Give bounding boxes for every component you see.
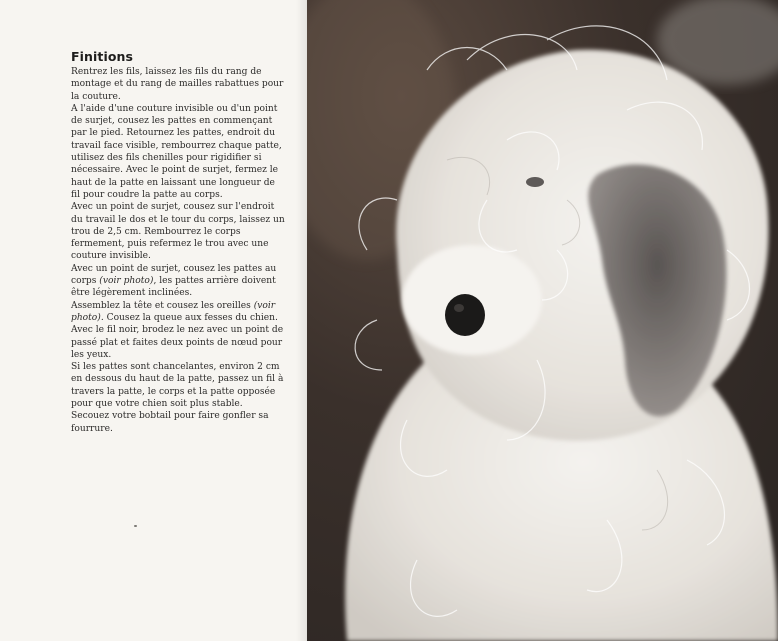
paragraph-text: Avec un point de surjet, cousez sur l'endroit du travail le dos et le tour du corps, laissez un trou de 2,5 cm. Rembourrez le corps fermement, puis refermez le trou avec une couture invisible. [71, 202, 285, 262]
instruction-paragraph [71, 201, 286, 262]
paragraph-text: , les pattes arrière doivent être légèrement inclinées. [71, 276, 276, 299]
dog-nose [445, 294, 485, 336]
instructions-block [71, 49, 286, 435]
instruction-paragraphs [71, 66, 286, 435]
page-mark [134, 525, 137, 527]
paragraph-text: Rentrez les fils, laissez les fils du rang de montage et du rang de mailles rabattues pour la couture. [71, 67, 284, 102]
instruction-paragraph [71, 324, 286, 361]
paragraph-text: Secouez votre bobtail pour faire gonfler sa fourrure. [71, 411, 269, 434]
instruction-paragraph [71, 410, 286, 435]
paragraph-text: A l'aide d'une couture invisible ou d'un point de surjet, cousez les pattes en commençant par le pied. Retournez les pattes, endroit du travail face visible, rembourrez chaque patte, utilisez des fils chenilles pour rigidifier si nécessaire. Avec le point de surjet, fermez le haut de la patte en laissant une longueur de fil pour coudre la patte au corps. [71, 103, 282, 200]
section-heading: Finitions [71, 49, 134, 64]
dog-eye [526, 177, 544, 187]
paragraph-text: . Cousez la queue aux fesses du chien. [100, 312, 278, 323]
italic-reference: (voir photo) [99, 276, 154, 287]
instruction-paragraph [71, 103, 286, 201]
instruction-paragraph [71, 263, 286, 300]
italic-reference: (voir photo) [71, 300, 276, 323]
paragraph-text: Si les pattes sont chancelantes, environ 2 cm en dessous du haut de la patte, passez un fil à travers la patte, le corps et la patte opposée pour que votre chien soit plus stable. [71, 362, 284, 410]
dog-photo-illustration [307, 0, 778, 641]
paragraph-text: Avec un point de surjet, cousez les pattes au corps [71, 263, 277, 287]
instruction-paragraph [71, 361, 286, 410]
dog-photo [307, 0, 778, 641]
text-page [0, 0, 306, 641]
instruction-paragraph [71, 66, 286, 103]
paragraph-text: Assemblez la tête et cousez les oreilles [71, 300, 254, 311]
paragraph-text: Avec le fil noir, brodez le nez avec un point de passé plat et faites deux points de nœud pour les yeux. [71, 325, 284, 360]
instruction-paragraph [71, 300, 286, 325]
